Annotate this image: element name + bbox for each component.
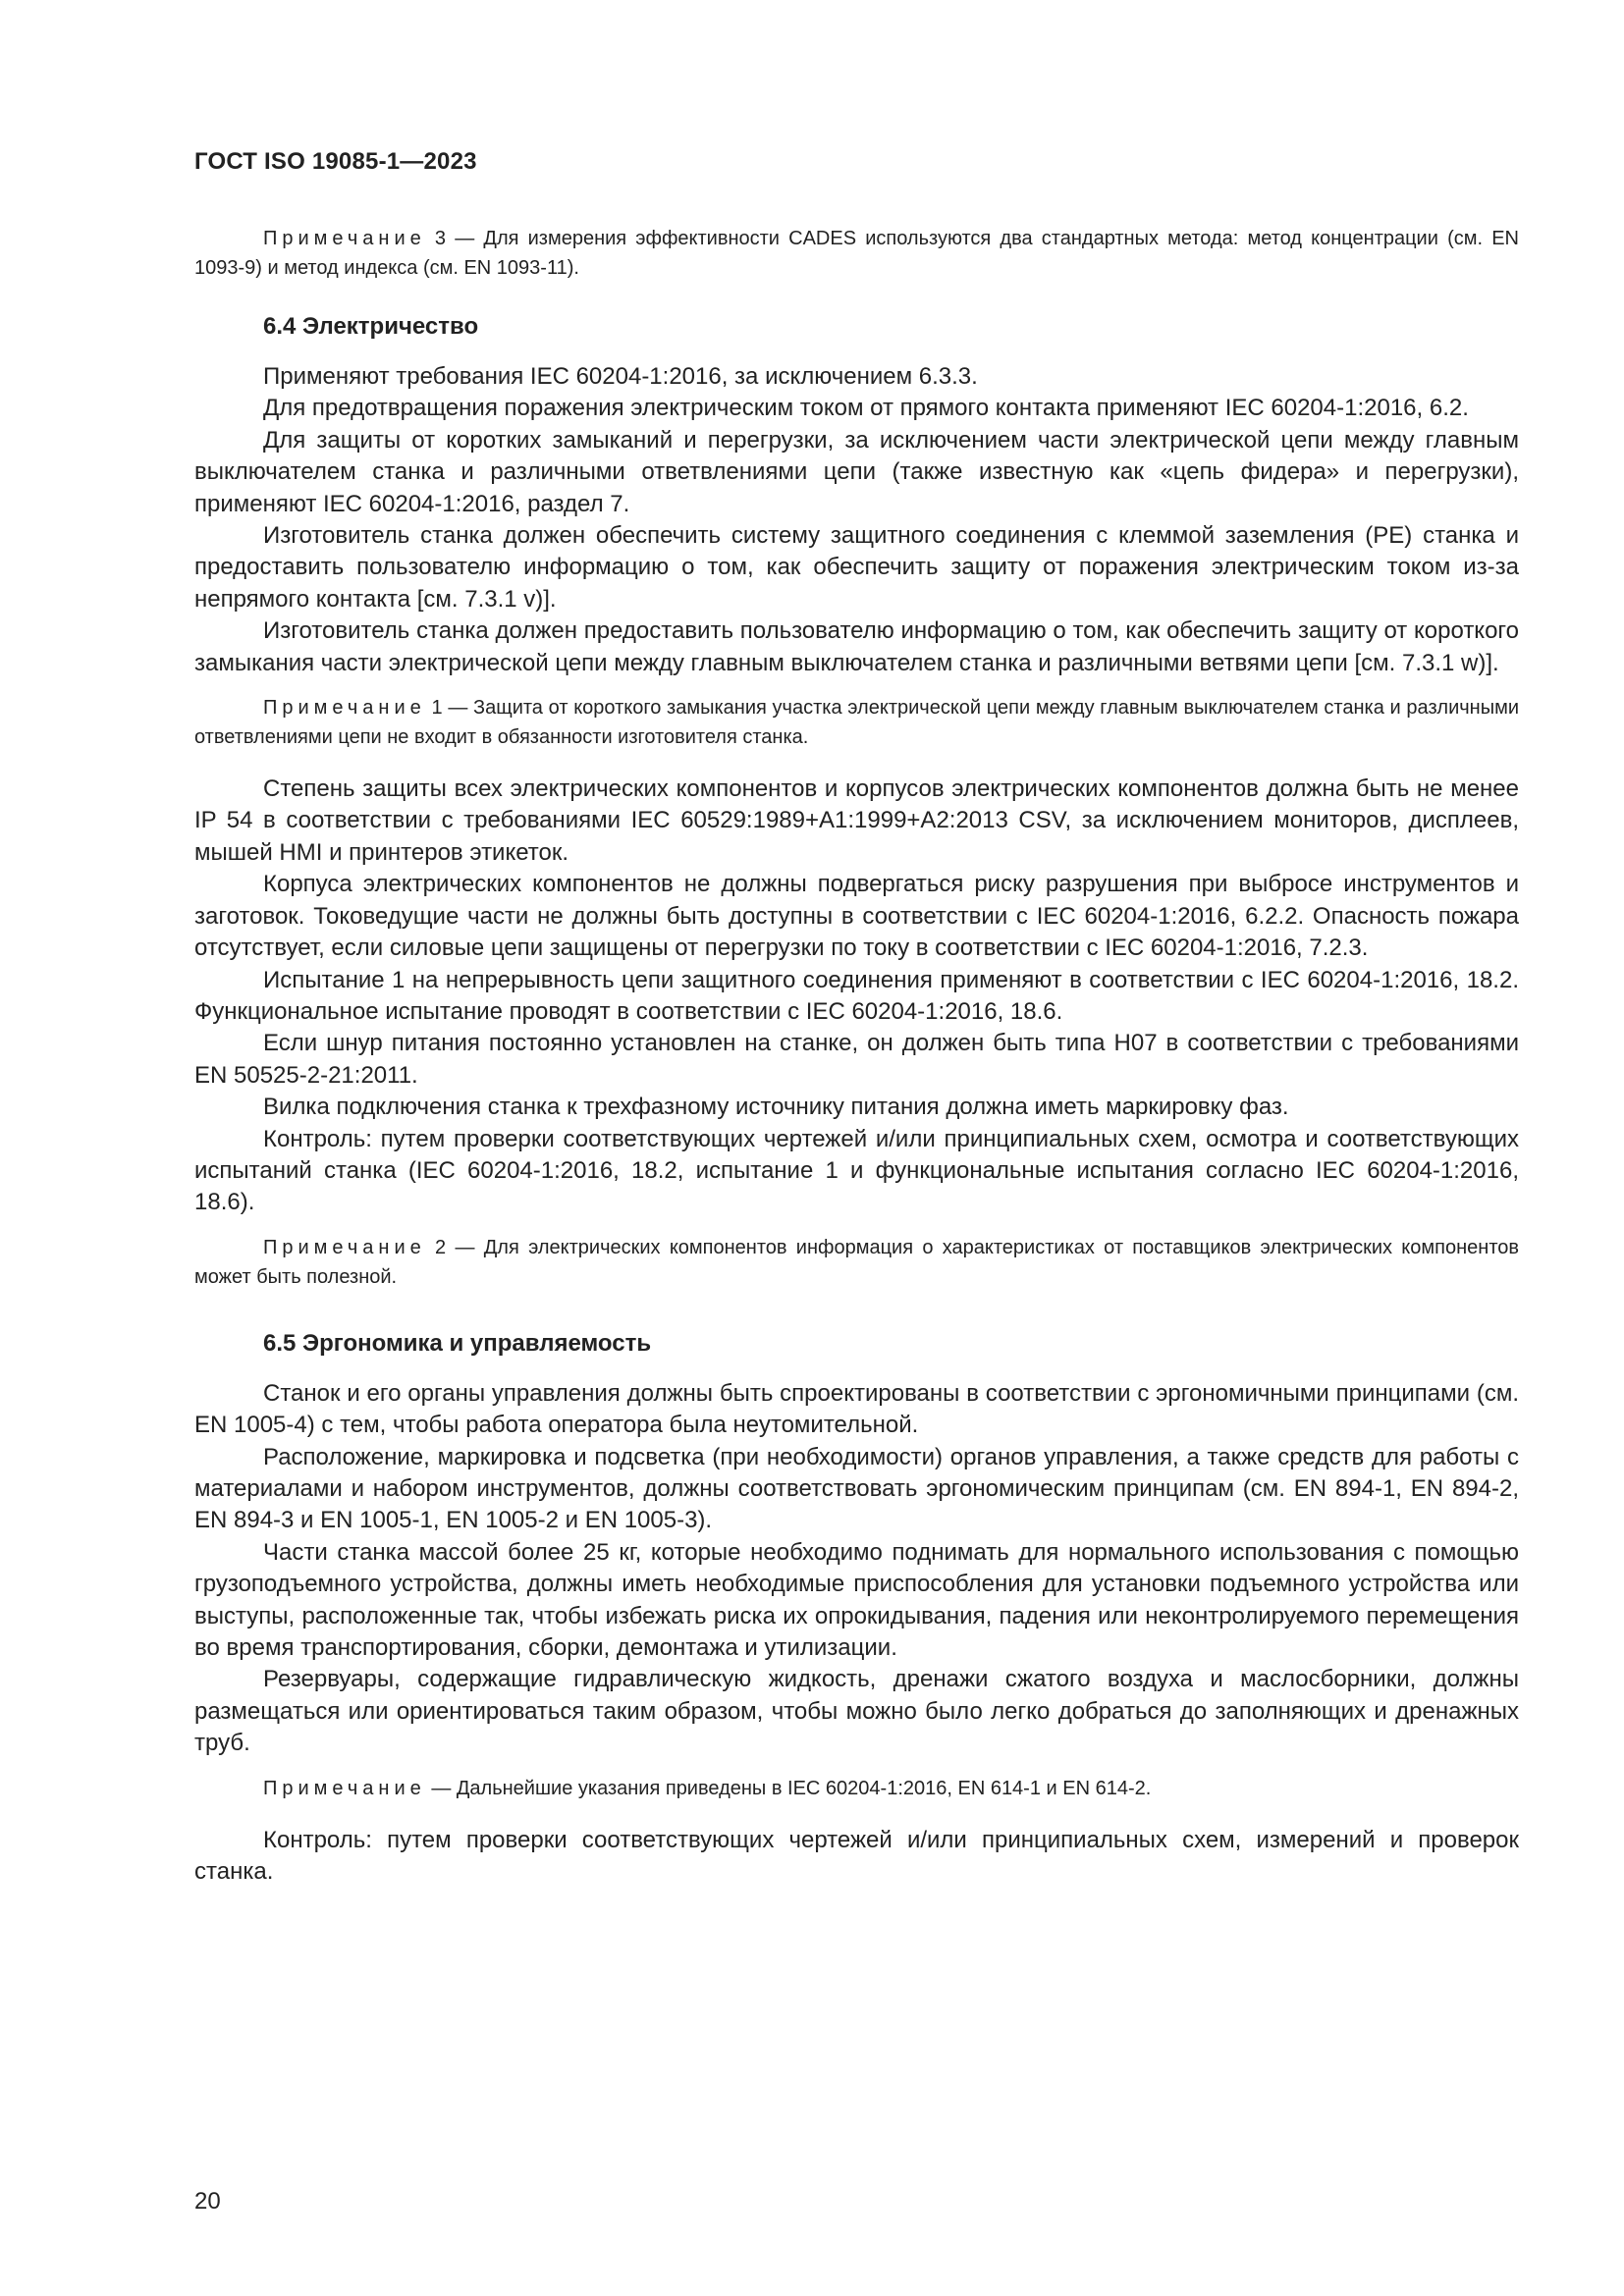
paragraph: Испытание 1 на непрерывность цепи защитного соединения применяют в соответствии с IEC 60204-1:2016, 18.2. Функциональное испытание проводят в соответствии с IEC 60204-1:2016, 18.6. xyxy=(194,966,1519,1025)
paragraph: Контроль: путем проверки соответствующих чертежей и/или принципиальных схем, осмотра и соответствующих испытаний станка (IEC 60204-1:2016, 18.2, испытание 1 и функциональные испытания согласно IEC 60204-1:2016, 18.6). xyxy=(194,1125,1519,1216)
paragraph: Части станка массой более 25 кг, которые необходимо поднимать для нормального использования с помощью грузоподъемного устройства, должны иметь необходимые приспособления для установки подъемного устройства или выступы, расположенные так, чтобы избежать риска их опрокидывания, падения или неконтролируемого перемещения во время транспортирования, сборки, демонтажа и утилизации. xyxy=(194,1538,1519,1661)
document-header: ГОСТ ISO 19085-1—2023 xyxy=(194,148,477,175)
note-label: Примечание xyxy=(263,697,426,720)
page-number: 20 xyxy=(194,2188,221,2215)
paragraph: Корпуса электрических компонентов не должны подвергаться риску разрушения при выбросе инструментов и заготовок. Токоведущие части не должны быть доступны в соответствии с IEC 60204-1:2016, 6.2.2. Опасность пожара отсутствует, если силовые цепи защищены от перегрузки по току в соответствии с IEC 60204-1:2016, 7.2.3. xyxy=(194,871,1519,962)
section-title-6-4: 6.4 Электричество xyxy=(263,313,479,340)
note-text: 1 — Защита от короткого замыкания участка электрической цепи между главным выключателем станка и различными ответвлениями цепи не входит в обязанности изготовителя станка. xyxy=(194,697,1519,749)
paragraph: Для защиты от коротких замыканий и перегрузки, за исключением части электрической цепи между главным выключателем станка и различными ответвлениями цепи (также известную как «цепь фидера» и перегрузки), применяют IEC 60204-1:2016, раздел 7. xyxy=(194,426,1519,517)
note-label: Примечание xyxy=(263,1236,426,1258)
paragraph: Вилка подключения станка к трехфазному источнику питания должна иметь маркировку фаз. xyxy=(263,1094,1289,1121)
note-label: Примечание xyxy=(263,1777,426,1799)
note-text: 3 — Для измерения эффективности CADES используются два стандартных метода: метод концентрации (см. EN 1093-9) и метод индекса (см. EN 1093-11). xyxy=(194,228,1519,279)
note-text: 2 — Для электрических компонентов информация о характеристиках от поставщиков электрических компонентов может быть полезной. xyxy=(194,1236,1519,1288)
paragraph-control: Контроль: путем проверки соответствующих чертежей и/или принципиальных схем, измерений и проверок станка. xyxy=(194,1826,1519,1886)
paragraph: Расположение, маркировка и подсветка (при необходимости) органов управления, а также средств для работы с материалами и набором инструментов, должны соответствовать эргономическим принципам (см. EN 894-1, EN 894-2, EN 894-3 и EN 1005-1, EN 1005-2 и EN 1005-3). xyxy=(194,1443,1519,1534)
paragraph: Применяют требования IEC 60204-1:2016, за исключением 6.3.3. xyxy=(263,363,978,390)
note-label: Примечание xyxy=(263,228,426,249)
note-3 xyxy=(194,224,1519,283)
note-2 xyxy=(194,1233,1519,1292)
paragraph: Степень защиты всех электрических компонентов и корпусов электрических компонентов должна быть не менее IP 54 в соответствии с требованиями IEC 60529:1989+A1:1999+A2:2013 CSV, за исключением мониторов, дисплеев, мышей HMI и принтеров этикеток. xyxy=(194,775,1519,866)
paragraph: Изготовитель станка должен обеспечить систему защитного соединения с клеммой заземления (PE) станка и предоставить пользователю информацию о том, как обеспечить защиту от поражения электрическим током из-за непрямого контакта [см. 7.3.1 v)]. xyxy=(194,522,1519,613)
paragraph: Изготовитель станка должен предоставить пользователю информацию о том, как обеспечить защиту от короткого замыкания части электрической цепи между главным выключателем станка и различными ветвями цепи [см. 7.3.1 w)]. xyxy=(194,617,1519,676)
paragraph: Станок и его органы управления должны быть спроектированы в соответствии с эргономичными принципами (см. EN 1005-4) с тем, чтобы работа оператора была неутомительной. xyxy=(194,1379,1519,1439)
section-title-6-5: 6.5 Эргономика и управляемость xyxy=(263,1329,652,1357)
paragraph: Если шнур питания постоянно установлен на станке, он должен быть типа H07 в соответствии с требованиями EN 50525-2-21:2011. xyxy=(194,1030,1519,1089)
paragraph: Для предотвращения поражения электрическим током от прямого контакта применяют IEC 60204-1:2016, 6.2. xyxy=(263,395,1469,422)
paragraph: Резервуары, содержащие гидравлическую жидкость, дренажи сжатого воздуха и маслосборники, должны размещаться или ориентироваться таким образом, чтобы можно было легко добраться до заполняющих и дренажных труб. xyxy=(194,1666,1519,1757)
note-text: — Дальнейшие указания приведены в IEC 60204-1:2016, EN 614-1 и EN 614-2. xyxy=(425,1777,1152,1799)
note-1 xyxy=(194,693,1519,752)
note-final xyxy=(194,1774,1519,1803)
